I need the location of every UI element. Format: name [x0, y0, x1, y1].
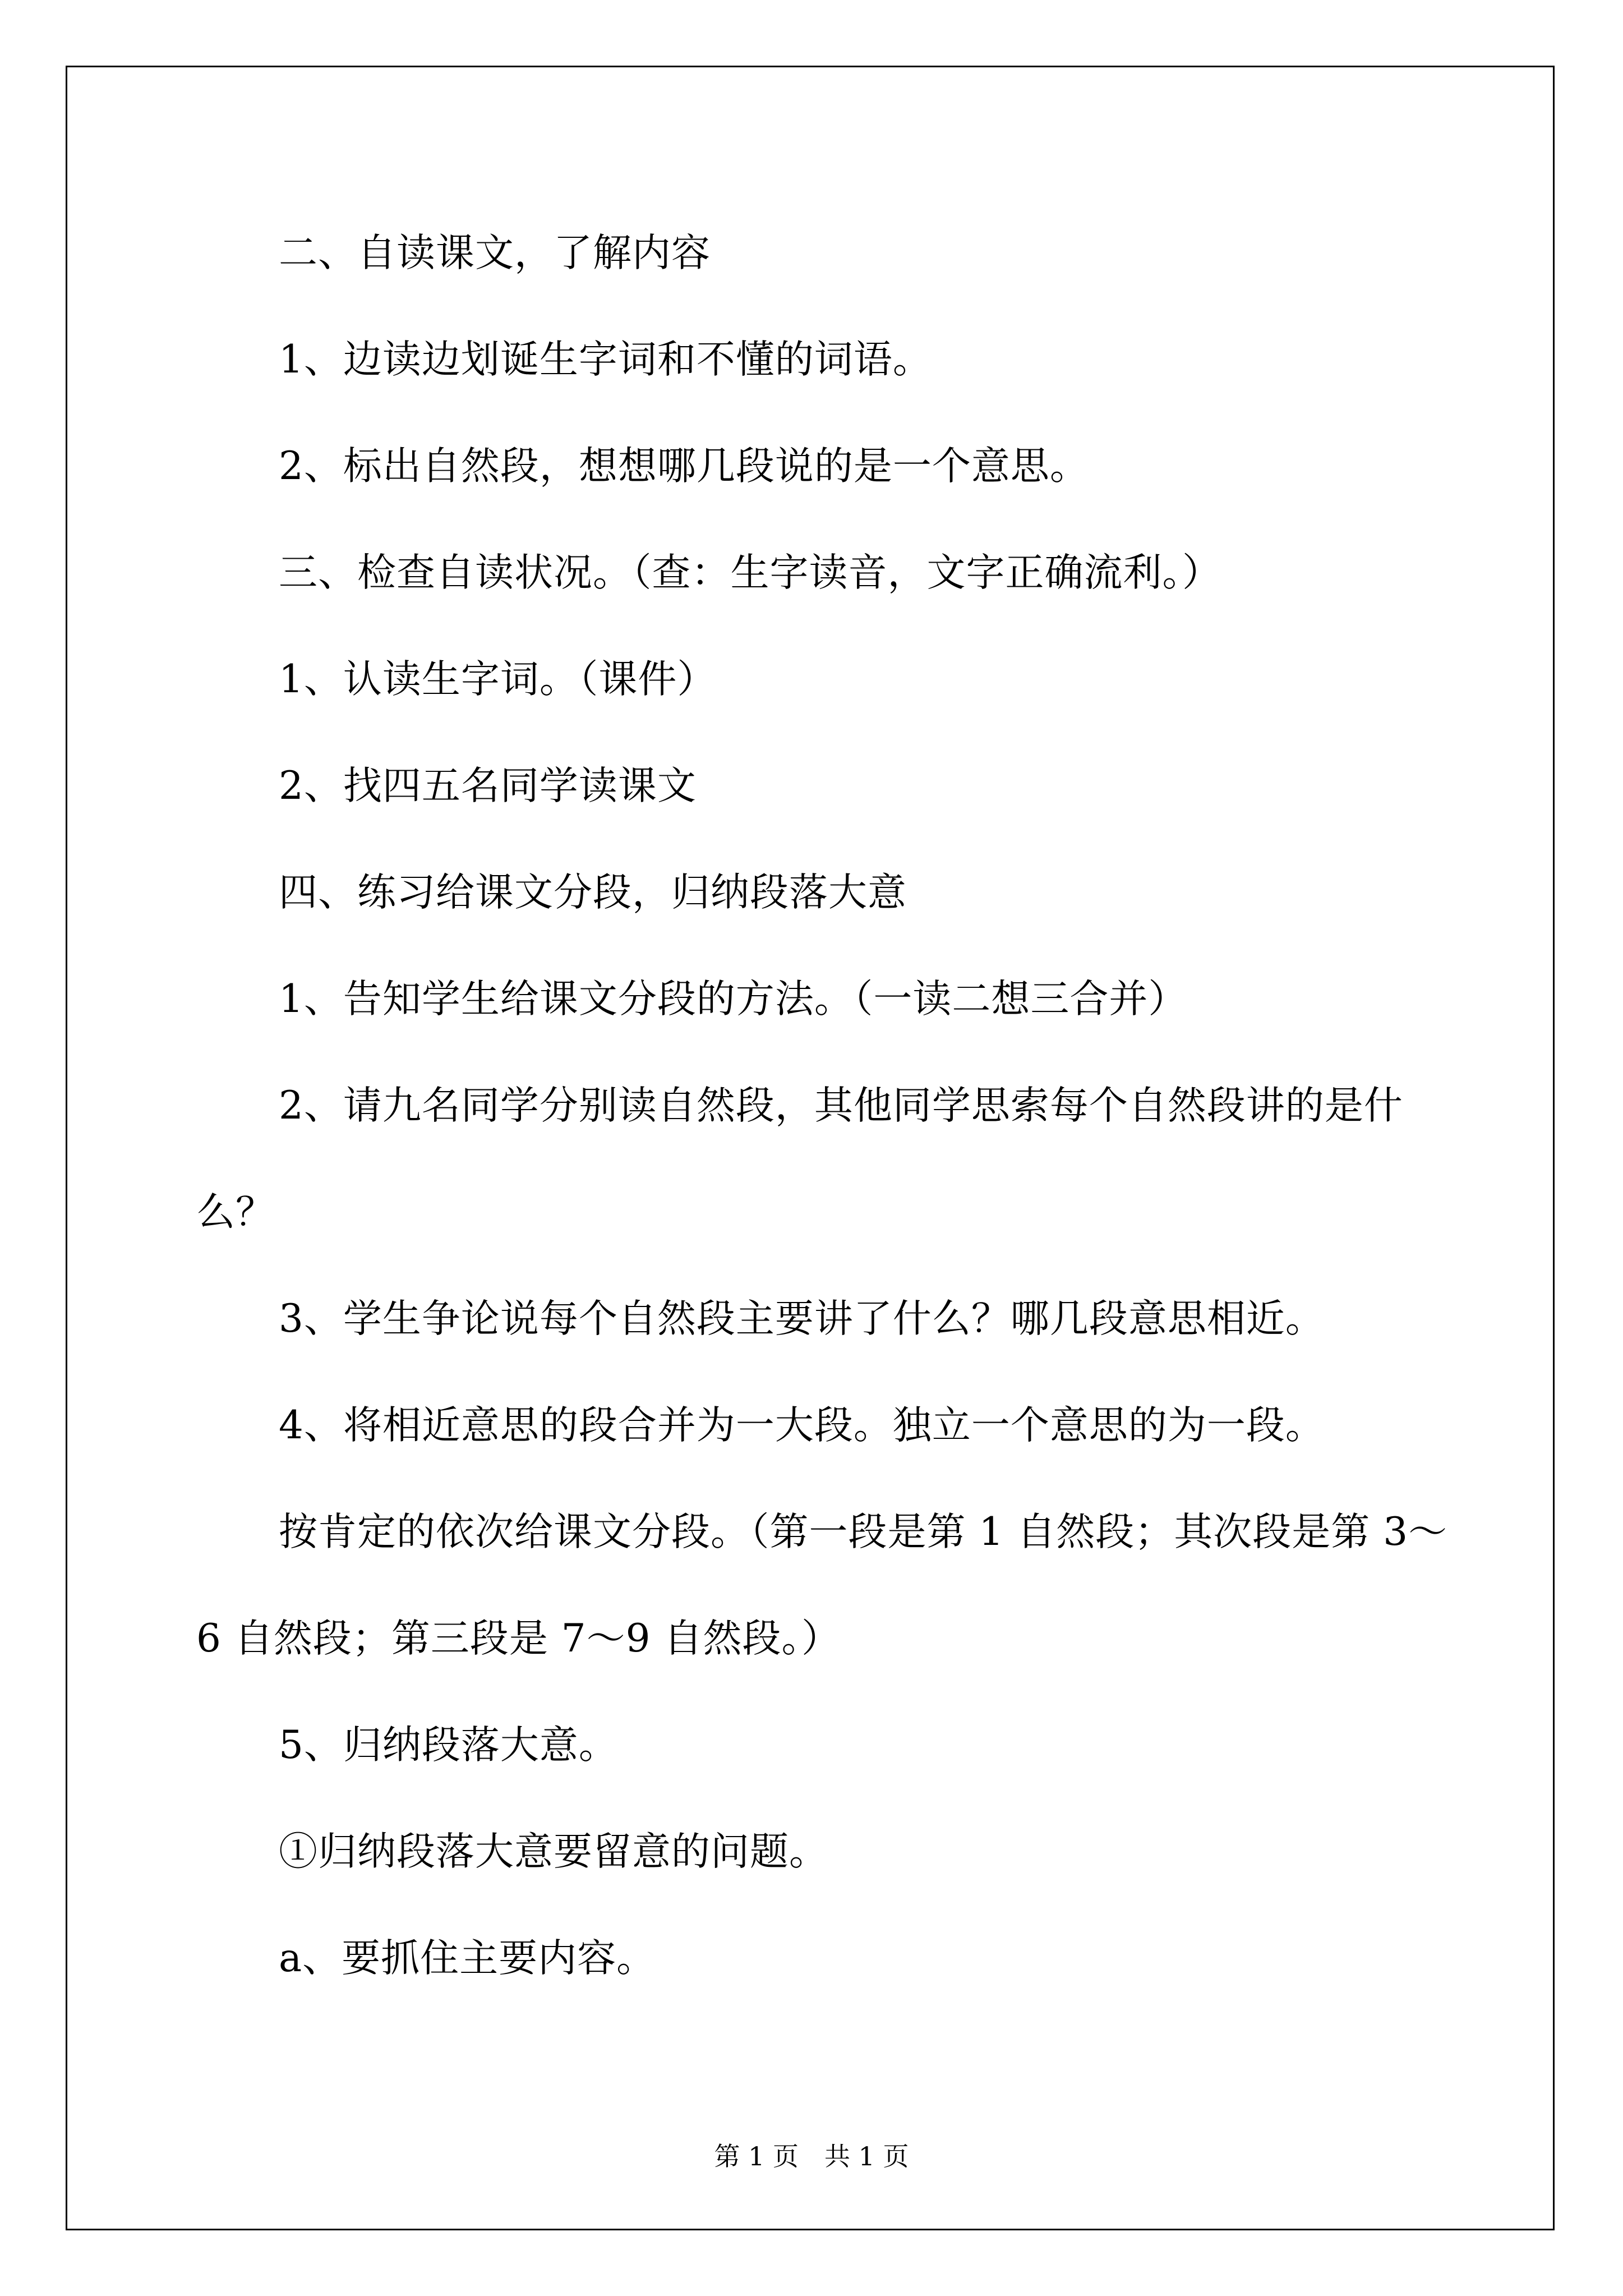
text-line: 四、练习给课文分段，归纳段落大意 — [279, 870, 907, 915]
text-line: 3、学生争论说每个自然段主要讲了什么？哪几段意思相近。 — [279, 1296, 1325, 1341]
text-line: 么？ — [196, 1190, 275, 1235]
text-line: 按肯定的依次给课文分段。（第一段是第 1 自然段；其次段是第 3～ — [279, 1510, 1448, 1554]
text-line: 1、认读生字词。（课件） — [279, 657, 717, 702]
text-line: 1、边读边划诞生字词和不懂的词语。 — [279, 337, 932, 382]
text-line: 2、请九名同学分别读自然段，其他同学思索每个自然段讲的是什 — [279, 1083, 1403, 1128]
page-number-label: 第 1 页 共 1 页 — [714, 2141, 909, 2171]
text-line: ①归纳段落大意要留意的问题。 — [279, 1829, 828, 1874]
text-line: 2、找四五名同学读课文 — [279, 763, 697, 808]
text-line: 三、检查自读状况。（查：生字读音，文字正确流利。） — [279, 550, 1221, 595]
text-line: 二、自读课文，了解内容 — [279, 231, 711, 275]
text-line: 2、标出自然段，想想哪几段说的是一个意思。 — [279, 444, 1089, 489]
page-footer — [0, 2143, 1623, 2169]
text-line: 5、归纳段落大意。 — [279, 1723, 618, 1768]
text-line: a、要抓住主要内容。 — [279, 1936, 656, 1981]
text-line: 1、告知学生给课文分段的方法。（一读二想三合并） — [279, 977, 1188, 1022]
text-line: 6 自然段；第三段是 7～9 自然段。） — [196, 1616, 841, 1661]
text-line: 4、将相近意思的段合并为一大段。独立一个意思的为一段。 — [279, 1403, 1325, 1448]
